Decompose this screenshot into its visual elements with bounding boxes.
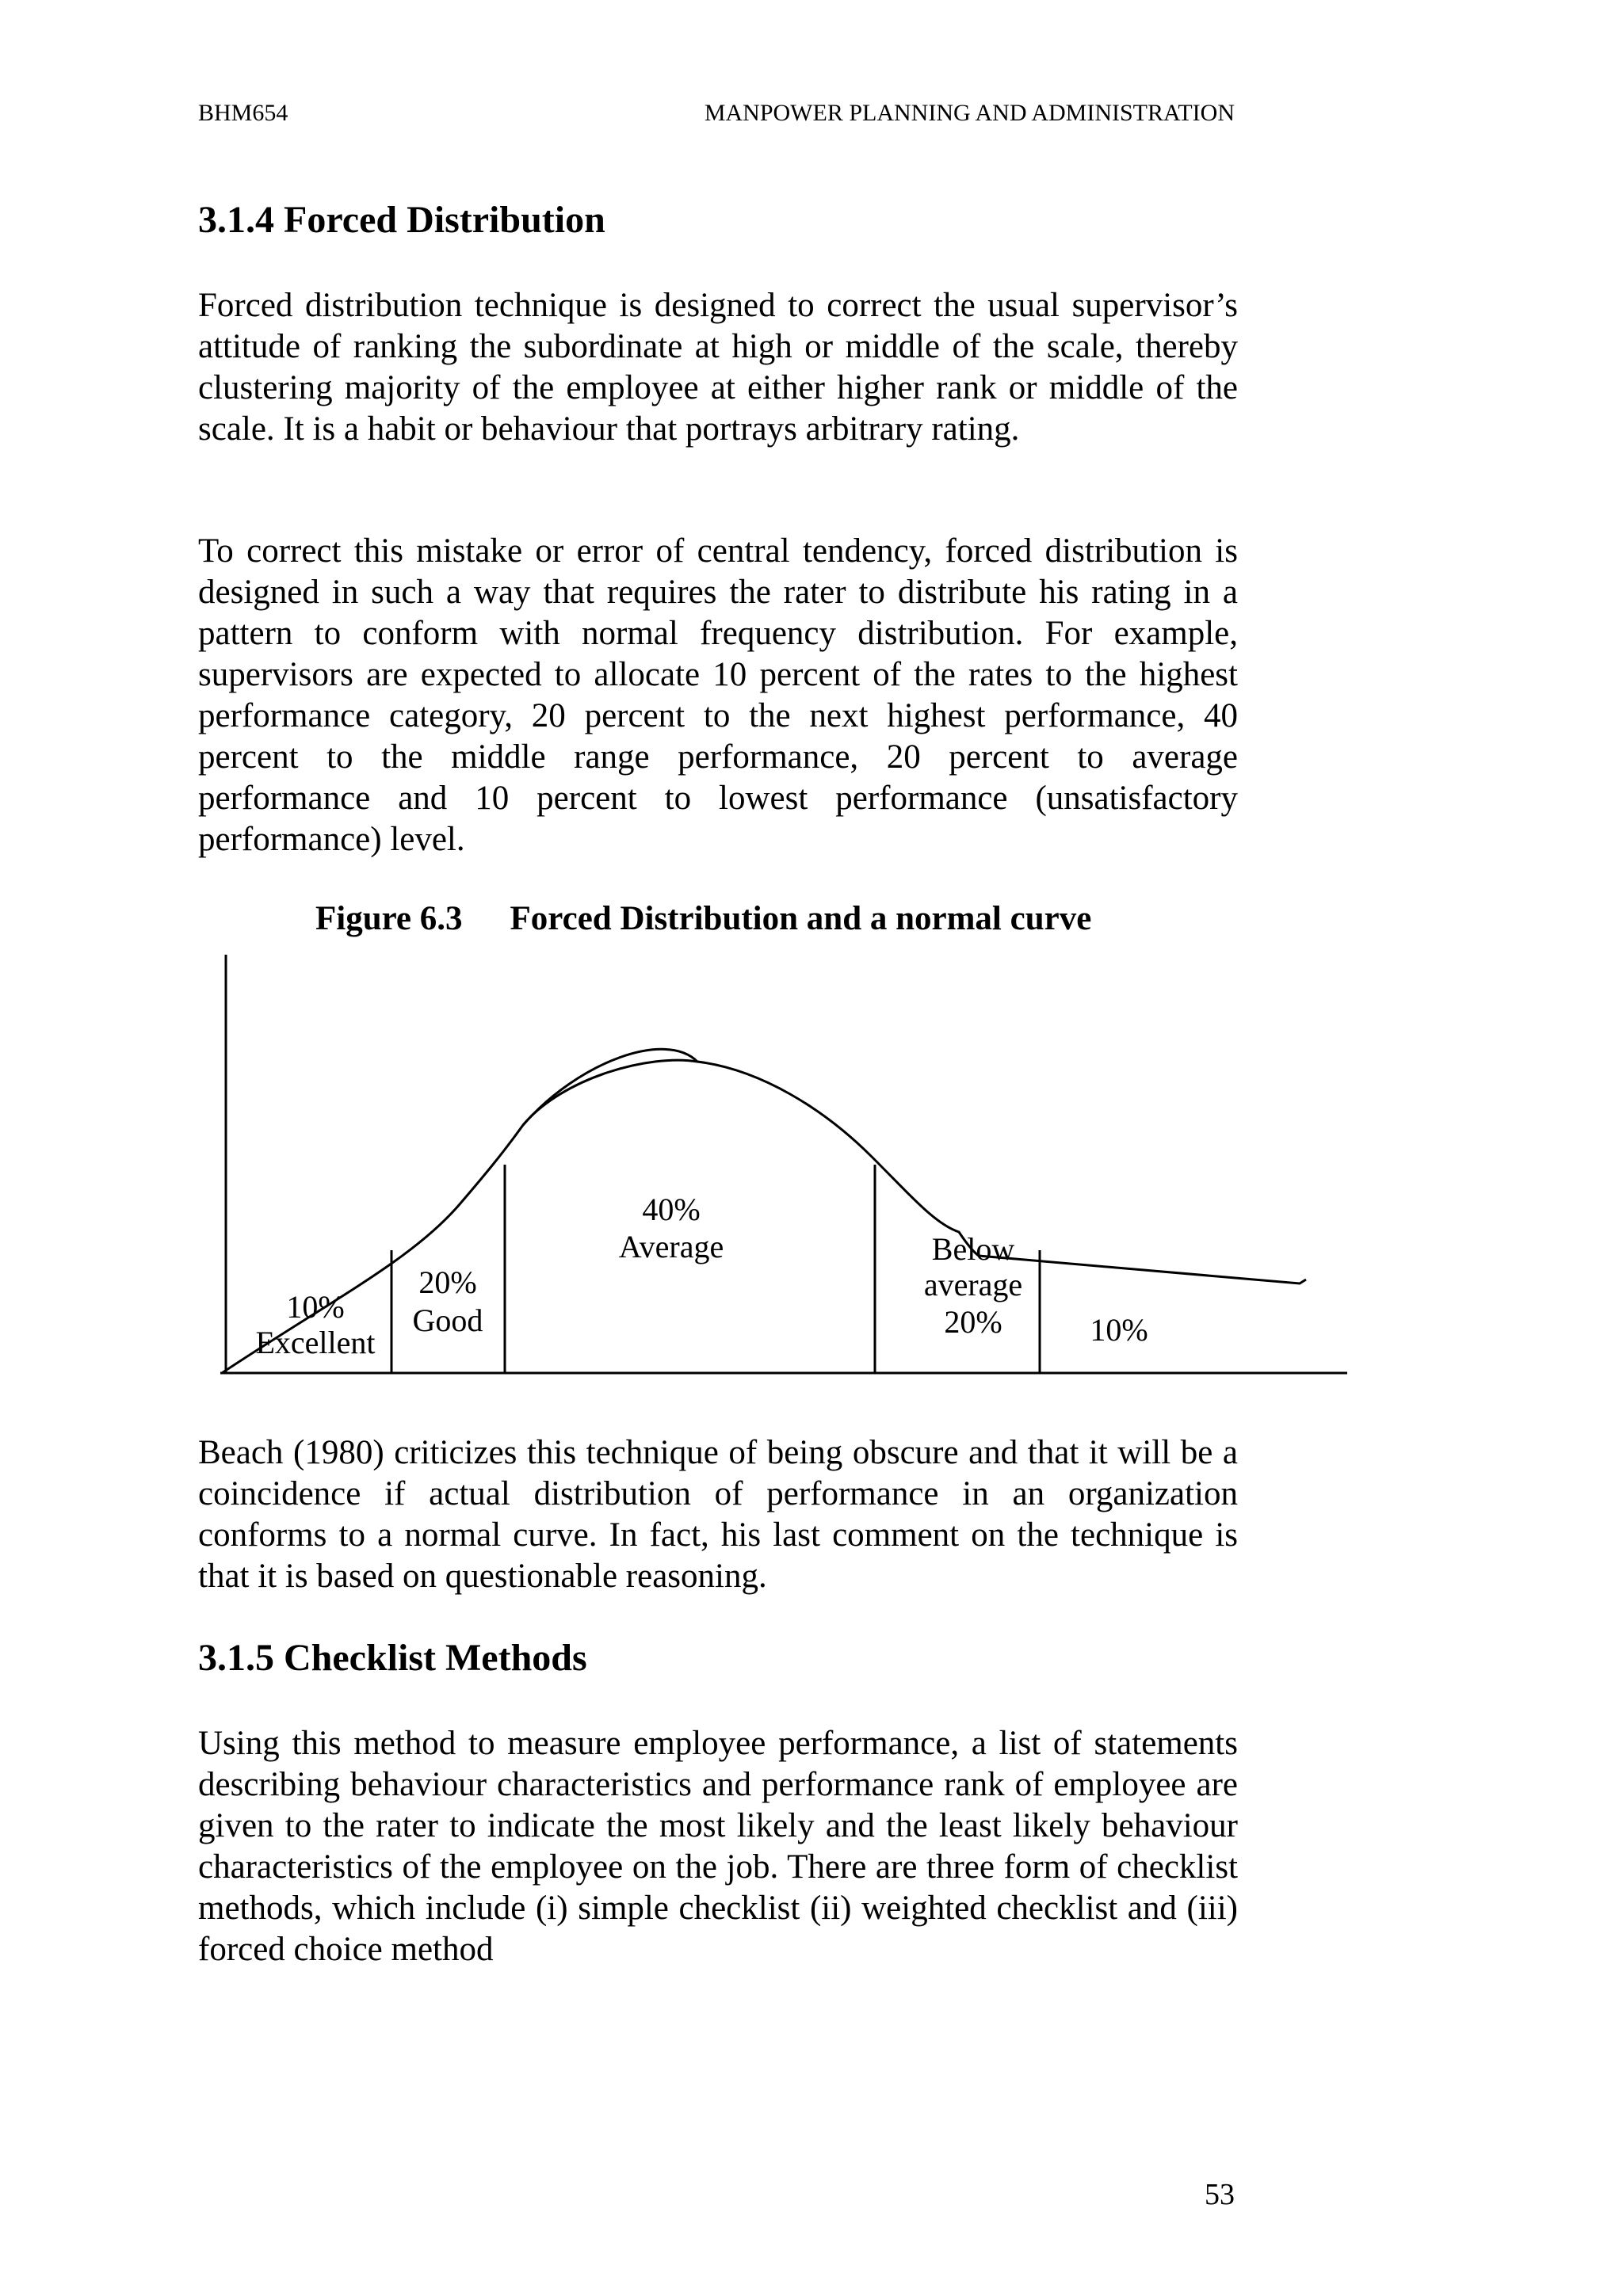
label-good-pct: 20%: [418, 1264, 477, 1300]
paragraph-checklist-methods: Using this method to measure employee performance, a list of statements describing behaviour characteristics and performance rank of employee are given to the rater to indicate the most likely and the least likely behaviour characteristics of the employee on the job. There are three form of checklist methods, which include (i) simple checklist (ii) weighted checklist and (iii) forced choice method: [198, 1725, 1238, 1968]
label-lowest-pct: 10%: [1090, 1312, 1148, 1348]
paragraph-forced-distribution-intro: Forced distribution technique is designed to correct the usual supervisor’s attitude of ranking the subordinate at high or middle of the scale, thereby clustering majority of the employee at either higher rank or middle of the scale. It is a habit or behaviour that portrays arbitrary rating.: [198, 287, 1238, 448]
figure-number: Figure 6.3: [315, 900, 463, 937]
label-average: Average: [618, 1229, 724, 1264]
label-good: Good: [412, 1302, 483, 1338]
label-below-average: average: [923, 1267, 1023, 1302]
course-code: BHM654: [198, 100, 288, 126]
label-excellent: Excellent: [255, 1325, 376, 1360]
label-below: Below: [931, 1231, 1015, 1267]
page-number: 53: [1205, 2178, 1235, 2211]
paragraph-beach-critique: Beach (1980) criticizes this technique of being obscure and that it will be a coincidence if actual distribution of performance in an organization conforms to a normal curve. In fact, his last comment on the technique is that it is based on questionable reasoning.: [198, 1434, 1238, 1595]
paragraph-forced-distribution-detail: To correct this mistake or error of central tendency, forced distribution is designed in such a way that requires the rater to distribute his rating in a pattern to conform with normal frequency distribution. For example, supervisors are expected to allocate 10 percent of the rates to the highest performance category, 20 percent to the next highest performance, 40 percent to the middle range performance, 20 percent to average performance and 10 percent to lowest performance (unsatisfactory performance) level.: [198, 532, 1238, 858]
label-average-pct: 40%: [642, 1192, 701, 1227]
label-below-pct: 20%: [944, 1304, 1002, 1340]
label-excellent-pct: 10%: [286, 1289, 345, 1325]
section-heading-checklist-methods: 3.1.5 Checklist Methods: [198, 1637, 587, 1679]
section-heading-forced-distribution: 3.1.4 Forced Distribution: [198, 199, 605, 241]
figure-caption-text: Forced Distribution and a normal curve: [510, 900, 1092, 937]
course-title: MANPOWER PLANNING AND ADMINISTRATION: [704, 100, 1235, 126]
